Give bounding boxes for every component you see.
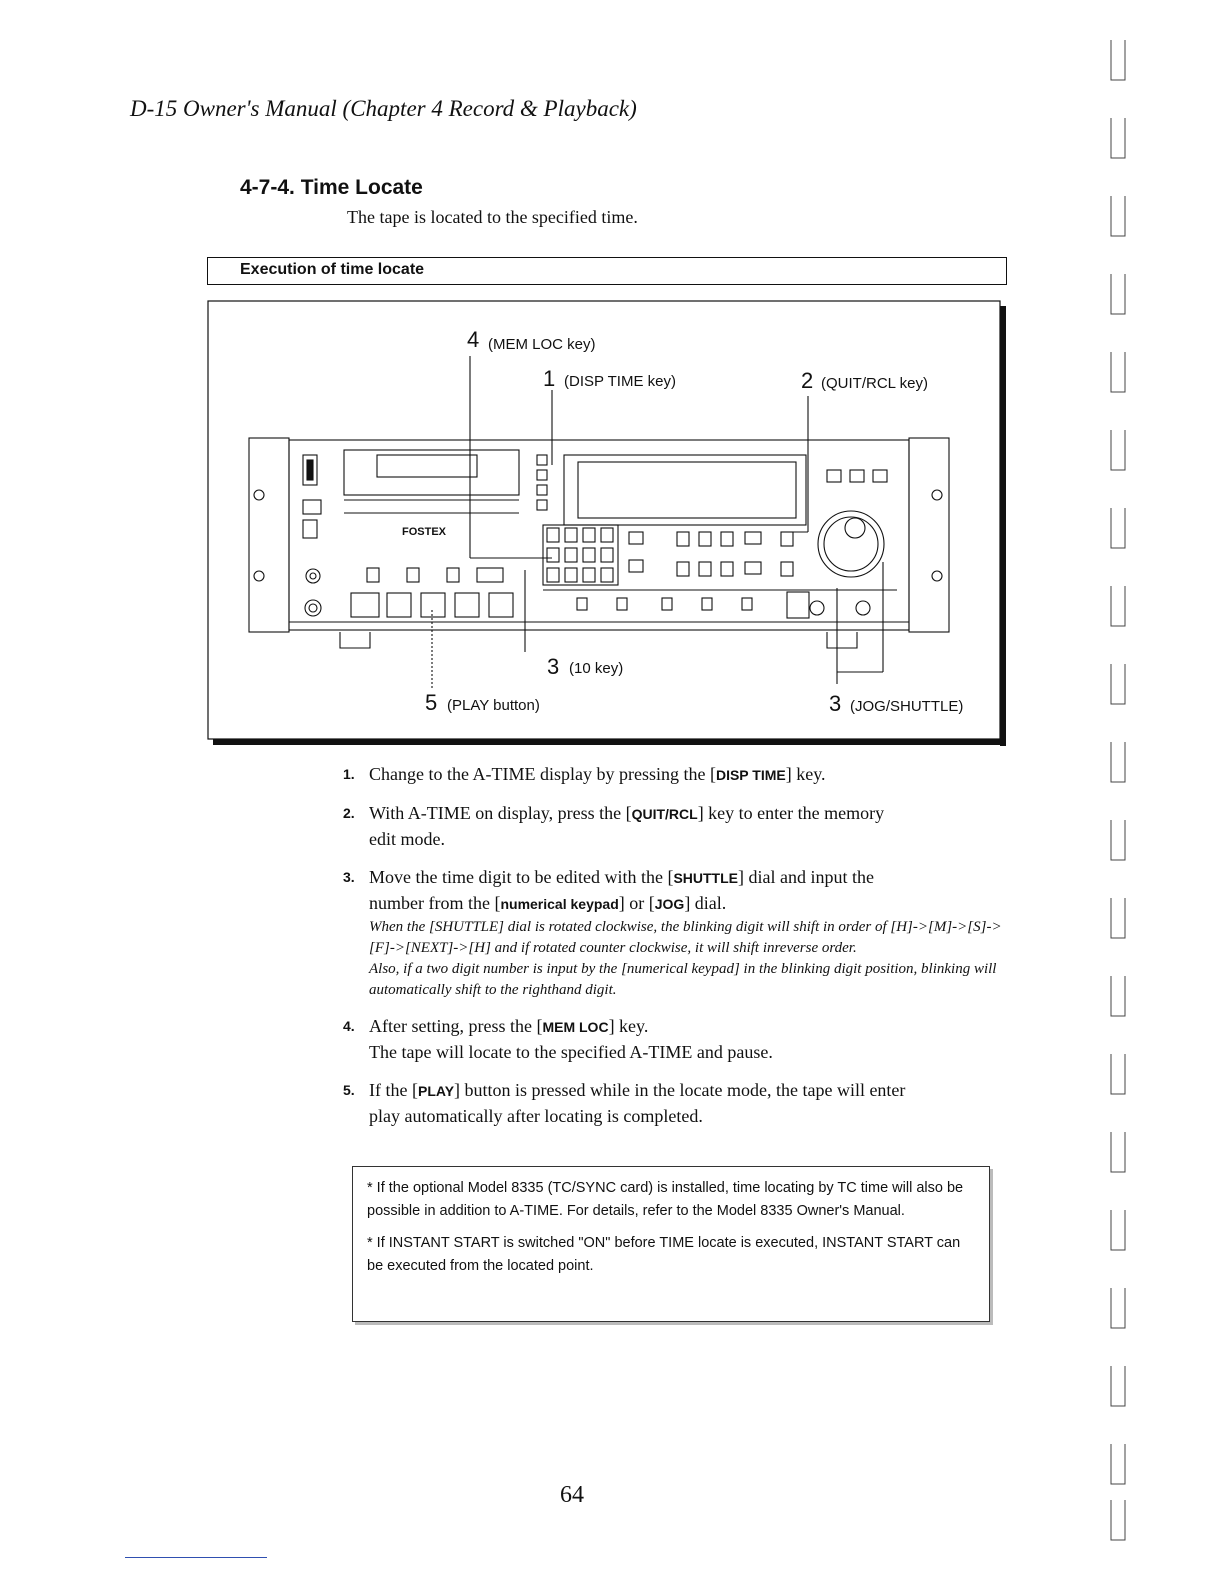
front-panel-figure (207, 300, 1007, 746)
callout-1-label: (DISP TIME key) (564, 373, 676, 390)
step-number: 3. (343, 869, 355, 885)
notes-box (352, 1166, 990, 1322)
callout-3-10key-number: 3 (547, 654, 560, 679)
callout-3-jog-label: (JOG/SHUTTLE) (850, 698, 964, 715)
step-number: 5. (343, 1082, 355, 1098)
callout-3-10key-label: (10 key) (569, 660, 624, 677)
note-tc-sync: * If the optional Model 8335 (TC/SYNC card) is installed, time locating by TC time will also be possible in addition to A-TIME. For details, refer to the Model 8335 Owner's Manual. (367, 1180, 964, 1219)
step-number: 1. (343, 766, 355, 782)
page-number: 64 (560, 1482, 584, 1508)
running-header: D-15 Owner's Manual (Chapter 4 Record & Playback) (130, 96, 637, 121)
key-label: QUIT/RCL (631, 806, 698, 822)
steps-list (343, 762, 1013, 1142)
step-number: 4. (343, 1018, 355, 1034)
callout-5-label: (PLAY button) (447, 697, 540, 714)
binding-marks (1108, 30, 1128, 1550)
step-3: 3. Move the time digit to be edited with the [SHUTTLE] dial and input the number from the [numerical keypad] or [JOG] dial. When the [SHUTTLE] dial is rotated clockwise, the blinking digit will shift in order of [H]->[M]->[S]->[F]->[NEXT]->[H] and if rotated counter clockwise, it will shift inreverse order. Also, if a two digit number is input by the [numerical keypad] in the blinking digit position, blinking will automatically shift to the righthand digit. (343, 865, 1013, 1001)
step-3-note-2: Also, if a two digit number is input by the [numerical keypad] in the blinking digit position, blinking will automatically shift to the righthand digit. (369, 961, 997, 998)
section-title: 4-7-4. Time Locate (240, 176, 423, 199)
key-label: DISP TIME (715, 767, 786, 783)
callout-1-number: 1 (543, 366, 556, 391)
key-label: MEM LOC (542, 1019, 609, 1035)
note-instant-start: * If INSTANT START is switched "ON" before TIME locate is executed, INSTANT START can be executed from the located point. (367, 1235, 961, 1274)
execution-title: Execution of time locate (240, 261, 425, 278)
footer-rule (125, 1557, 267, 1558)
step-3-note-1: When the [SHUTTLE] dial is rotated clockwise, the blinking digit will shift in order of [H]->[M]->[S]->[F]->[NEXT]->[H] and if rotated counter clockwise, it will shift inreverse order. (369, 919, 1002, 956)
callout-3-jog-number: 3 (829, 691, 842, 716)
step-4: 4. After setting, press the [MEM LOC] key. The tape will locate to the specified A-TIME and pause. (343, 1016, 773, 1062)
callout-2-label: (QUIT/RCL key) (821, 375, 928, 392)
step-5: 5. If the [PLAY] button is pressed while in the locate mode, the tape will enter play automatically after locating is completed. (343, 1080, 906, 1126)
key-label: PLAY (417, 1083, 455, 1099)
key-label: JOG (654, 896, 685, 912)
step-1: 1. Change to the A-TIME display by pressing the [DISP TIME] key. (343, 762, 1013, 788)
callout-5-number: 5 (425, 690, 438, 715)
section-intro: The tape is located to the specified time. (347, 207, 638, 227)
callout-4-label: (MEM LOC key) (488, 336, 596, 353)
key-label: numerical keypad (500, 896, 619, 912)
key-label: SHUTTLE (673, 870, 738, 886)
leader-lines (432, 356, 883, 688)
step-number: 2. (343, 805, 355, 821)
callout-4-number: 4 (467, 327, 480, 352)
brand-logo: FOSTEX (402, 526, 447, 538)
deck-unit (249, 438, 949, 648)
callout-2-number: 2 (801, 368, 814, 393)
step-2: 2. With A-TIME on display, press the [QUIT/RCL] key to enter the memory edit mode. (343, 803, 885, 849)
